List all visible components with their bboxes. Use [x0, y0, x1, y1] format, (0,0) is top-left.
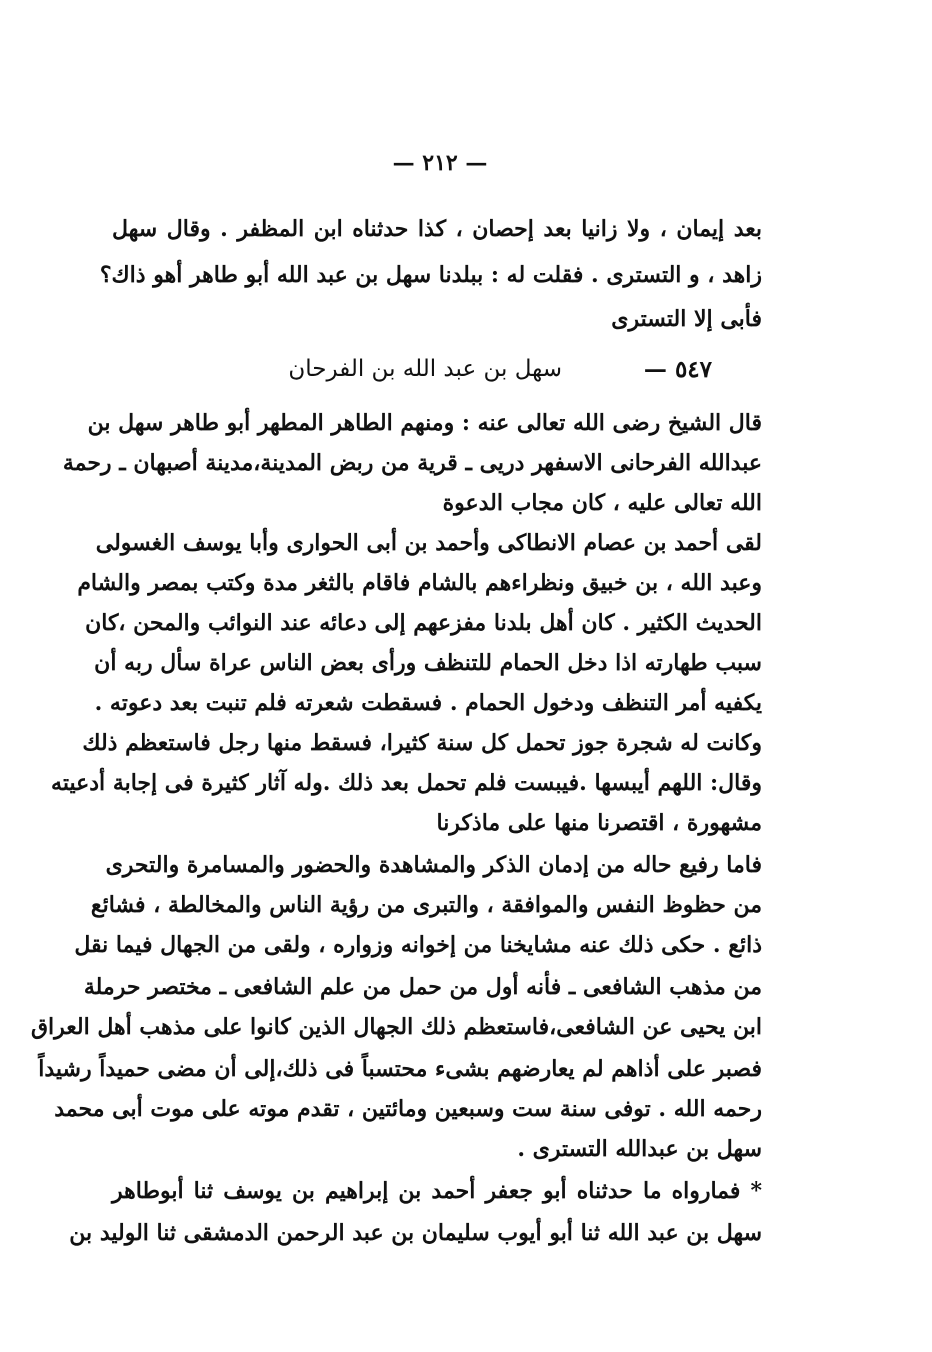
text-line-top-3: فأبى إلا التسترى — [611, 306, 762, 332]
body-line-13: من حظوظ النفس والموافقة ، والتبرى من رؤية الناس والمخالطة ، فشائع — [90, 892, 762, 918]
text-line-top-2: زاهد ، و التسترى . فقلت له : ببلدنا سهل بن عبد الله أبو طاهر أهو ذاك؟ — [99, 262, 762, 288]
body-line-11: مشهورة ، اقتصرنا منها على ماذكرنا — [436, 810, 762, 836]
body-line-1: قال الشيخ رضى الله تعالى عنه : ومنهم الطاهر المطهر أبو طاهر سهل بن — [87, 410, 762, 436]
body-line-21: سهل بن عبد الله ثنا أبو أيوب سليمان بن عبد الرحمن الدمشقى ثنا الوليد بن — [69, 1220, 762, 1246]
body-line-20: * فمارواه ما حدثناه أبو جعفر أحمد بن إبراهيم بن يوسف ثنا أبوطاهر — [112, 1178, 762, 1204]
body-line-5: وعبد الله ، بن خبيق ونظراءهم بالشام فاقام بالثغر مدة وكتب بمصر والشام — [77, 570, 762, 596]
body-line-6: الحديث الكثير . كان أهل بلدنا مفزعهم إلى دعائه عند النوائب والمحن ،كان — [85, 610, 762, 636]
body-line-9: وكانت له شجرة جوز تحمل كل سنة كثيرا، فسقط منها رجل فاستعظم ذلك — [82, 730, 762, 756]
section-heading — [152, 356, 712, 392]
section-number: ٥٤٧ — — [643, 356, 712, 383]
body-line-19: سهل بن عبدالله التسترى . — [517, 1136, 762, 1162]
section-title: سهل بن عبد الله بن الفرحان — [288, 356, 562, 382]
body-line-14: ذائع . حكى ذلك عنه مشايخنا من إخوانه وزواره ، ولقى من الجهال فيما نقل — [74, 932, 762, 958]
body-line-2: عبدالله الفرحانى الاسفهر دريى ـ قرية من ربض المدينة،مدينة أصبهان ـ رحمة — [62, 450, 762, 476]
body-line-7: سبب طهارته اذا دخل الحمام للتنظف ورأى بعض الناس عراة سأل ربه أن — [94, 650, 762, 676]
text-line-top-1: بعد إيمان ، ولا زانيا بعد إحصان ، كذا حدثناه ابن المظفر . وقال سهل — [112, 216, 762, 242]
body-line-12: فاما رفيع حاله من إدمان الذكر والمشاهدة والحضور والمسامرة والتحرى — [105, 852, 762, 878]
body-line-10: وقال: اللهم أيبسها .فيبست فلم تحمل بعد ذلك .وله آثار كثيرة فى إجابة أدعيته — [51, 770, 762, 796]
body-line-15: من مذهب الشافعى ـ فأنه أول من حمل من علم الشافعى ـ مختصر حرملة — [83, 974, 762, 1000]
body-line-17: فصبر على أذاهم لم يعارضهم بشىء محتسباً فى ذلك،إلى أن مضى حميداً رشيداً — [38, 1056, 762, 1082]
body-line-8: يكفيه أمر التنظف ودخول الحمام . فسقطت شعرته فلم تنبت بعد دعوته . — [94, 690, 762, 716]
body-line-3: الله تعالى عليه ، كان مجاب الدعوة — [442, 490, 762, 516]
page-number: — ٢١٢ — — [392, 150, 488, 176]
body-line-16: ابن يحيى عن الشافعى،فاستعظم ذلك الجهال الذين كانوا على مذهب أهل العراق — [30, 1014, 762, 1040]
body-line-4: لقى أحمد بن عصام الانطاكى وأحمد بن أبى الحوارى وأبا يوسف الغسولى — [95, 530, 762, 556]
body-line-18: رحمه الله . توفى سنة ست وسبعين ومائتين ، تقدم موته على موت أبى محمد — [54, 1096, 762, 1122]
